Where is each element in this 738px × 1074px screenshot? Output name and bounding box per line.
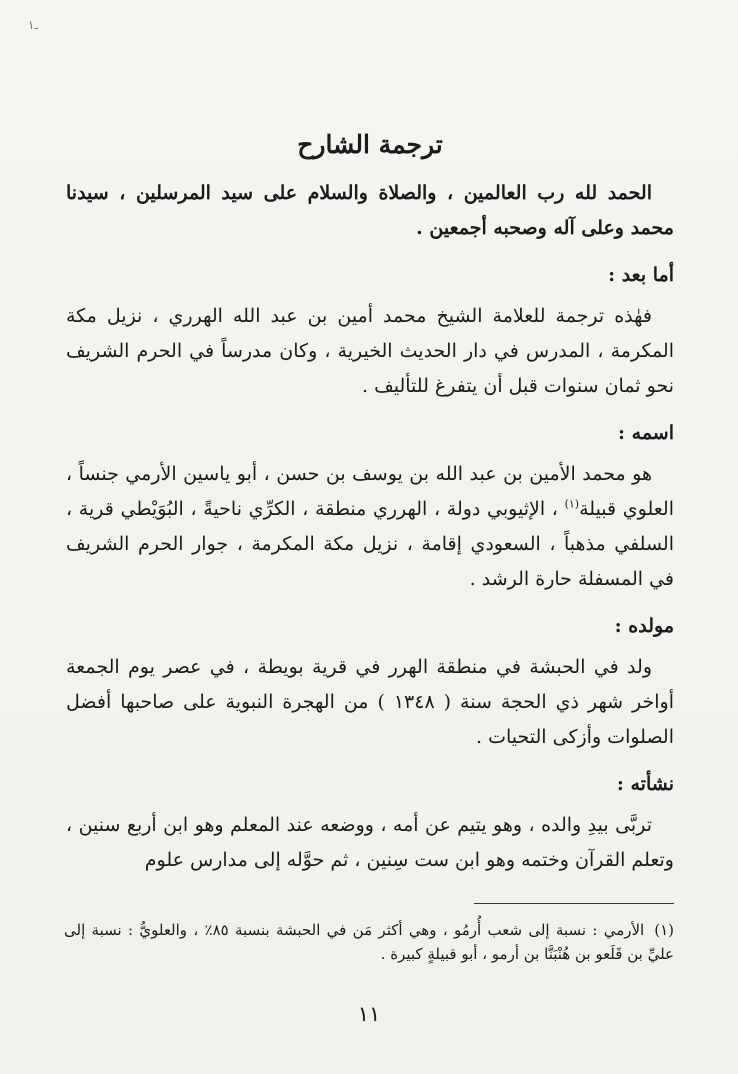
paragraph-name-part2: ، الإثيوبي دولة ، الهرري منطقة ، الكرِّي ناحيةً ، البُوَيْطي قرية ، السلفي مذهباً ، السعودي إقامة ، نزيل مكة المكرمة ، جوار الحرم الشريف في المسفلة حارة الرشد . bbox=[66, 498, 674, 590]
heading-upbringing: نشأته : bbox=[616, 773, 674, 795]
paragraph-amma-bad: فهٰذه ترجمة للعلامة الشيخ محمد أمين بن عبد الله الهرري ، نزيل مكة المكرمة ، المدرس في دار الحديث الخيرية ، وكان مدرساً في الحرم الشريف نحو ثمان سنوات قبل أن يتفرغ للتأليف . bbox=[66, 305, 674, 397]
page-content bbox=[66, 128, 674, 890]
heading-amma-bad: أما بعد : bbox=[608, 264, 674, 286]
intro-paragraph: الحمد لله رب العالمين ، والصلاة والسلام على سيد المرسلين ، سيدنا محمد وعلى آله وصحبه أجمعين . bbox=[66, 182, 674, 239]
paragraph-name-part1: هو محمد الأمين بن عبد الله بن يوسف بن حسن ، أبو ياسين الأرمي جنساً ، العلوي قبيلة bbox=[66, 463, 674, 520]
page-title: ترجمة الشارح bbox=[297, 130, 443, 159]
paragraph-name bbox=[66, 457, 674, 597]
heading-birth: مولده : bbox=[614, 615, 674, 637]
paragraph-birth: ولد في الحبشة في منطقة الهرر في قرية بويطة ، في عصر يوم الجمعة أواخر شهر ذي الحجة سنة ( ١٣٤٨ ) من الهجرة النبوية على صاحبها أفضل الصلوات وأزكى التحيات . bbox=[66, 656, 674, 748]
page-number: ١١ bbox=[357, 1002, 381, 1026]
heading-name: اسمه : bbox=[618, 422, 674, 444]
paragraph-upbringing: تربَّى بيدِ والده ، وهو يتيم عن أمه ، ووضعه عند المعلم وهو ابن أربع سنين ، وتعلم القرآن وختمه وهو ابن ست سِنين ، ثم حوَّله إلى مدارس علوم bbox=[66, 814, 674, 871]
footnote-divider bbox=[474, 903, 674, 904]
corner-mark: ـ١ bbox=[28, 18, 38, 32]
footnote-reference: (١) bbox=[564, 497, 580, 511]
footnote bbox=[64, 918, 674, 966]
footnote-text: الأرمي : نسبة إلى شعب أُرمُو ، وهي أكثر مَن في الحبشة بنسبة ٨٥٪ ، والعلويُّ : نسبة إلى عليِّ بن قَلَعو بن هُنْبَنَّا بن أرمو ، أبو قبيلةٍ كبيرة . bbox=[64, 921, 674, 963]
footnote-number: (١) bbox=[654, 921, 674, 939]
